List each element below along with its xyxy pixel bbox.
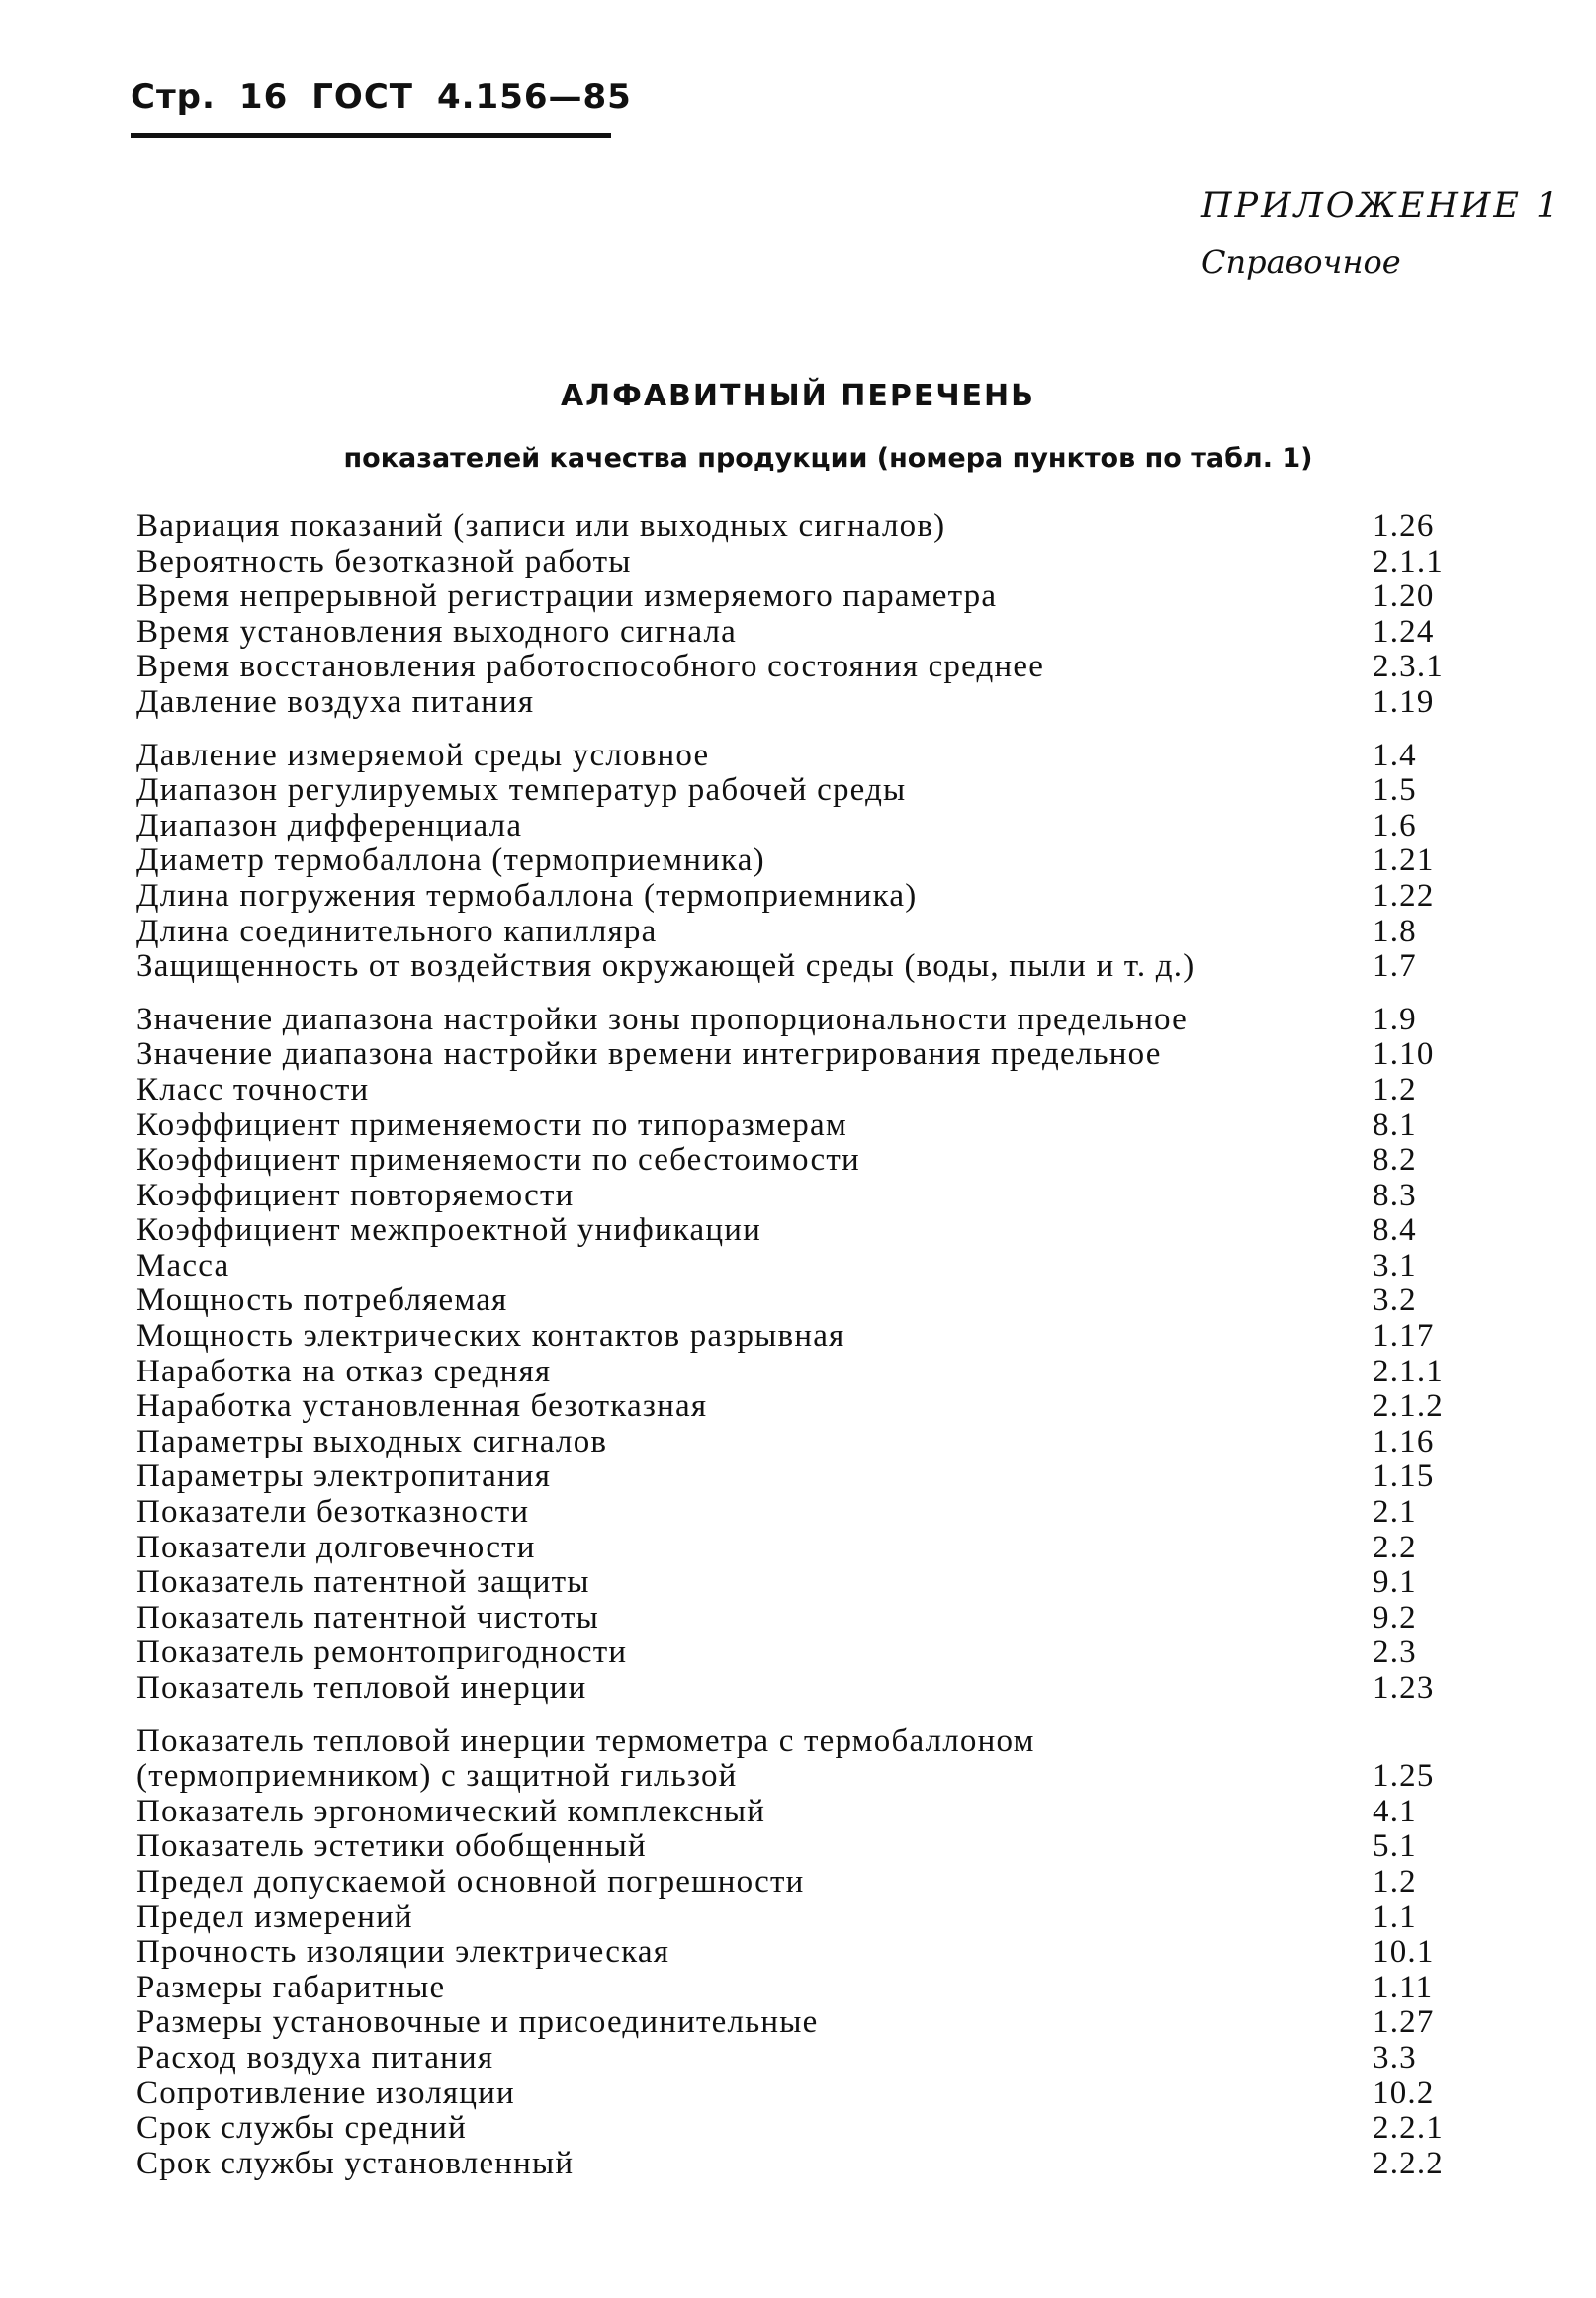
header-rule [131,133,611,138]
appendix-label: ПРИЛОЖЕНИЕ 1 [1201,186,1561,225]
index-ref: 2.1 [1373,1494,1417,1531]
index-ref: 1.27 [1373,2004,1435,2041]
index-entry [136,1037,1481,1073]
index-term: Значение диапазона настройки зоны пропорциональности предельное [136,1001,1189,1037]
index-entry [136,1935,1481,1971]
index-entry [136,579,1481,615]
index-list [136,509,1481,2181]
index-term: Показатель патентной чистоты [136,1599,599,1635]
index-term: Размеры установочные и присоединительные [136,2004,819,2041]
index-entry [136,1635,1481,1671]
index-term: Давление воздуха питания [136,683,535,720]
index-ref: 1.7 [1373,948,1417,985]
index-term: Срок службы установленный [136,2145,575,2181]
index-entry [136,843,1481,879]
index-term: Показатели безотказности [136,1494,530,1531]
index-ref: 1.10 [1373,1036,1435,1073]
index-ref: 8.4 [1373,1212,1417,1249]
standard-label: ГОСТ [311,77,413,117]
index-ref: 2.1.1 [1373,543,1444,579]
index-ref: 2.3 [1373,1635,1417,1671]
index-ref: 1.9 [1373,1001,1417,1037]
index-term: Коэффициент применяемости по типоразмерам [136,1106,847,1143]
index-entry [136,1179,1481,1214]
index-term: Наработка установленная безотказная [136,1388,708,1425]
index-ref: 2.2.1 [1373,2110,1444,2147]
index-term: Мощность электрических контактов разрывная [136,1318,845,1355]
index-term: Диапазон дифференциала [136,807,523,843]
index-ref: 3.2 [1373,1282,1417,1319]
index-entry [136,773,1481,809]
index-entry [136,1531,1481,1566]
page-label: Стр. [131,77,216,117]
index-entry [136,685,1481,721]
index-ref: 4.1 [1373,1793,1417,1829]
index-ref: 10.1 [1373,1934,1435,1971]
index-ref: 1.22 [1373,877,1435,914]
index-entry [136,509,1481,545]
index-entry [136,1425,1481,1460]
index-ref: 1.2 [1373,1863,1417,1900]
index-entry [136,545,1481,580]
index-entry [136,1355,1481,1390]
index-term: Показатель патентной защиты [136,1564,590,1601]
index-entry [136,1073,1481,1108]
index-term: Значение диапазона настройки времени интегрирования предельное [136,1036,1162,1073]
index-entry [136,1900,1481,1936]
standard-number: 4.156—85 [436,77,632,117]
index-term: Предел измерений [136,1899,413,1935]
index-term: Показатели долговечности [136,1529,536,1565]
index-ref: 1.21 [1373,842,1435,879]
index-entry [136,739,1481,774]
page-title: АЛФАВИТНЫЙ ПЕРЕЧЕНЬ [560,379,1036,413]
index-term: Показатель тепловой инерции термометра с термобаллоном (термоприемником) с защитной гильзой [136,1723,1035,1795]
index-entry [136,1495,1481,1531]
index-term: Наработка на отказ средняя [136,1353,552,1389]
index-term: Давление измеряемой среды условное [136,737,710,773]
running-header [131,77,656,117]
index-entry [136,2005,1481,2041]
index-ref: 5.1 [1373,1828,1417,1865]
index-ref: 1.24 [1373,613,1435,650]
index-ref: 1.17 [1373,1318,1435,1355]
index-entry [136,1389,1481,1425]
index-ref: 2.2.2 [1373,2145,1444,2181]
index-ref: 1.25 [1373,1758,1435,1795]
index-term: Параметры выходных сигналов [136,1423,608,1459]
index-term: Предел допускаемой основной погрешности [136,1863,805,1900]
index-term: Показатель тепловой инерции [136,1670,587,1706]
index-ref: 1.1 [1373,1899,1417,1935]
index-ref: 1.20 [1373,578,1435,615]
index-term: Расход воздуха питания [136,2039,494,2076]
index-term: Параметры электропитания [136,1458,552,1495]
index-ref: 8.1 [1373,1106,1417,1143]
index-ref: 8.3 [1373,1177,1417,1213]
index-entry [136,1829,1481,1865]
index-term: Коэффициент применяемости по себестоимости [136,1142,860,1179]
index-entry [136,1143,1481,1179]
index-entry [136,879,1481,915]
index-term: Показатель эргономический комплексный [136,1793,766,1829]
index-term: Срок службы средний [136,2110,467,2147]
index-term: Мощность потребляемая [136,1282,508,1319]
index-ref: 1.23 [1373,1670,1435,1706]
index-term: Показатель эстетики обобщенный [136,1828,647,1865]
page-subtitle: показателей качества продукции (номера пунктов по табл. 1) [343,443,1313,474]
index-term: Коэффициент межпроектной унификации [136,1212,761,1249]
index-term: Класс точности [136,1071,370,1107]
index-ref: 2.3.1 [1373,649,1444,685]
index-term: Диаметр термобаллона (термоприемника) [136,842,765,879]
index-term: Длина погружения термобаллона (термоприемника) [136,877,918,914]
page-number: 16 [238,77,289,117]
index-term: Вероятность безотказной работы [136,543,632,579]
index-entry [136,1565,1481,1601]
index-entry [136,1724,1481,1795]
index-term: Диапазон регулируемых температур рабочей среды [136,772,907,809]
index-entry [136,1108,1481,1144]
index-entry [136,1671,1481,1707]
index-ref: 1.5 [1373,772,1417,809]
index-ref: 9.2 [1373,1599,1417,1635]
index-entry [136,949,1481,985]
appendix-type: Справочное [1201,243,1401,281]
index-term: Показатель ремонтопригодности [136,1635,628,1671]
index-ref: 1.19 [1373,683,1435,720]
index-ref: 1.4 [1373,737,1417,773]
index-entry [136,1865,1481,1900]
index-entry [136,915,1481,950]
index-entry [136,2041,1481,2077]
index-entry [136,2077,1481,2112]
index-entry [136,1459,1481,1495]
index-entry [136,2147,1481,2182]
index-entry [136,2111,1481,2147]
index-ref: 3.3 [1373,2039,1417,2076]
index-ref: 1.26 [1373,508,1435,544]
index-ref: 1.15 [1373,1458,1435,1495]
index-entry [136,650,1481,685]
index-term: Прочность изоляции электрическая [136,1934,670,1971]
index-ref: 3.1 [1373,1247,1417,1283]
index-term: Время восстановления работоспособного состояния среднее [136,649,1045,685]
index-ref: 1.2 [1373,1071,1417,1107]
index-entry [136,1601,1481,1636]
index-entry [136,1795,1481,1830]
index-ref: 2.1.2 [1373,1388,1444,1425]
index-term: Коэффициент повторяемости [136,1177,575,1213]
index-ref: 10.2 [1373,2075,1435,2111]
index-term: Размеры габаритные [136,1969,446,2005]
index-term: Защищенность от воздействия окружающей среды (воды, пыли и т. д.) [136,948,1196,985]
index-entry [136,1249,1481,1284]
index-ref: 1.16 [1373,1423,1435,1459]
index-term: Сопротивление изоляции [136,2075,515,2111]
index-ref: 8.2 [1373,1142,1417,1179]
index-ref: 1.8 [1373,913,1417,949]
index-term: Масса [136,1247,230,1283]
index-entry [136,1003,1481,1038]
index-term: Вариация показаний (записи или выходных сигналов) [136,508,946,544]
index-entry [136,1283,1481,1319]
index-term: Длина соединительного капилляра [136,913,658,949]
index-ref: 1.6 [1373,807,1417,843]
index-entry [136,809,1481,844]
index-ref: 2.1.1 [1373,1353,1444,1389]
index-term: Время непрерывной регистрации измеряемого параметра [136,578,998,615]
index-entry [136,1319,1481,1355]
index-entry [136,1213,1481,1249]
index-ref: 1.11 [1373,1969,1434,2005]
index-term: Время установления выходного сигнала [136,613,737,650]
index-ref: 2.2 [1373,1529,1417,1565]
index-entry [136,1971,1481,2006]
index-entry [136,615,1481,651]
index-ref: 9.1 [1373,1564,1417,1601]
